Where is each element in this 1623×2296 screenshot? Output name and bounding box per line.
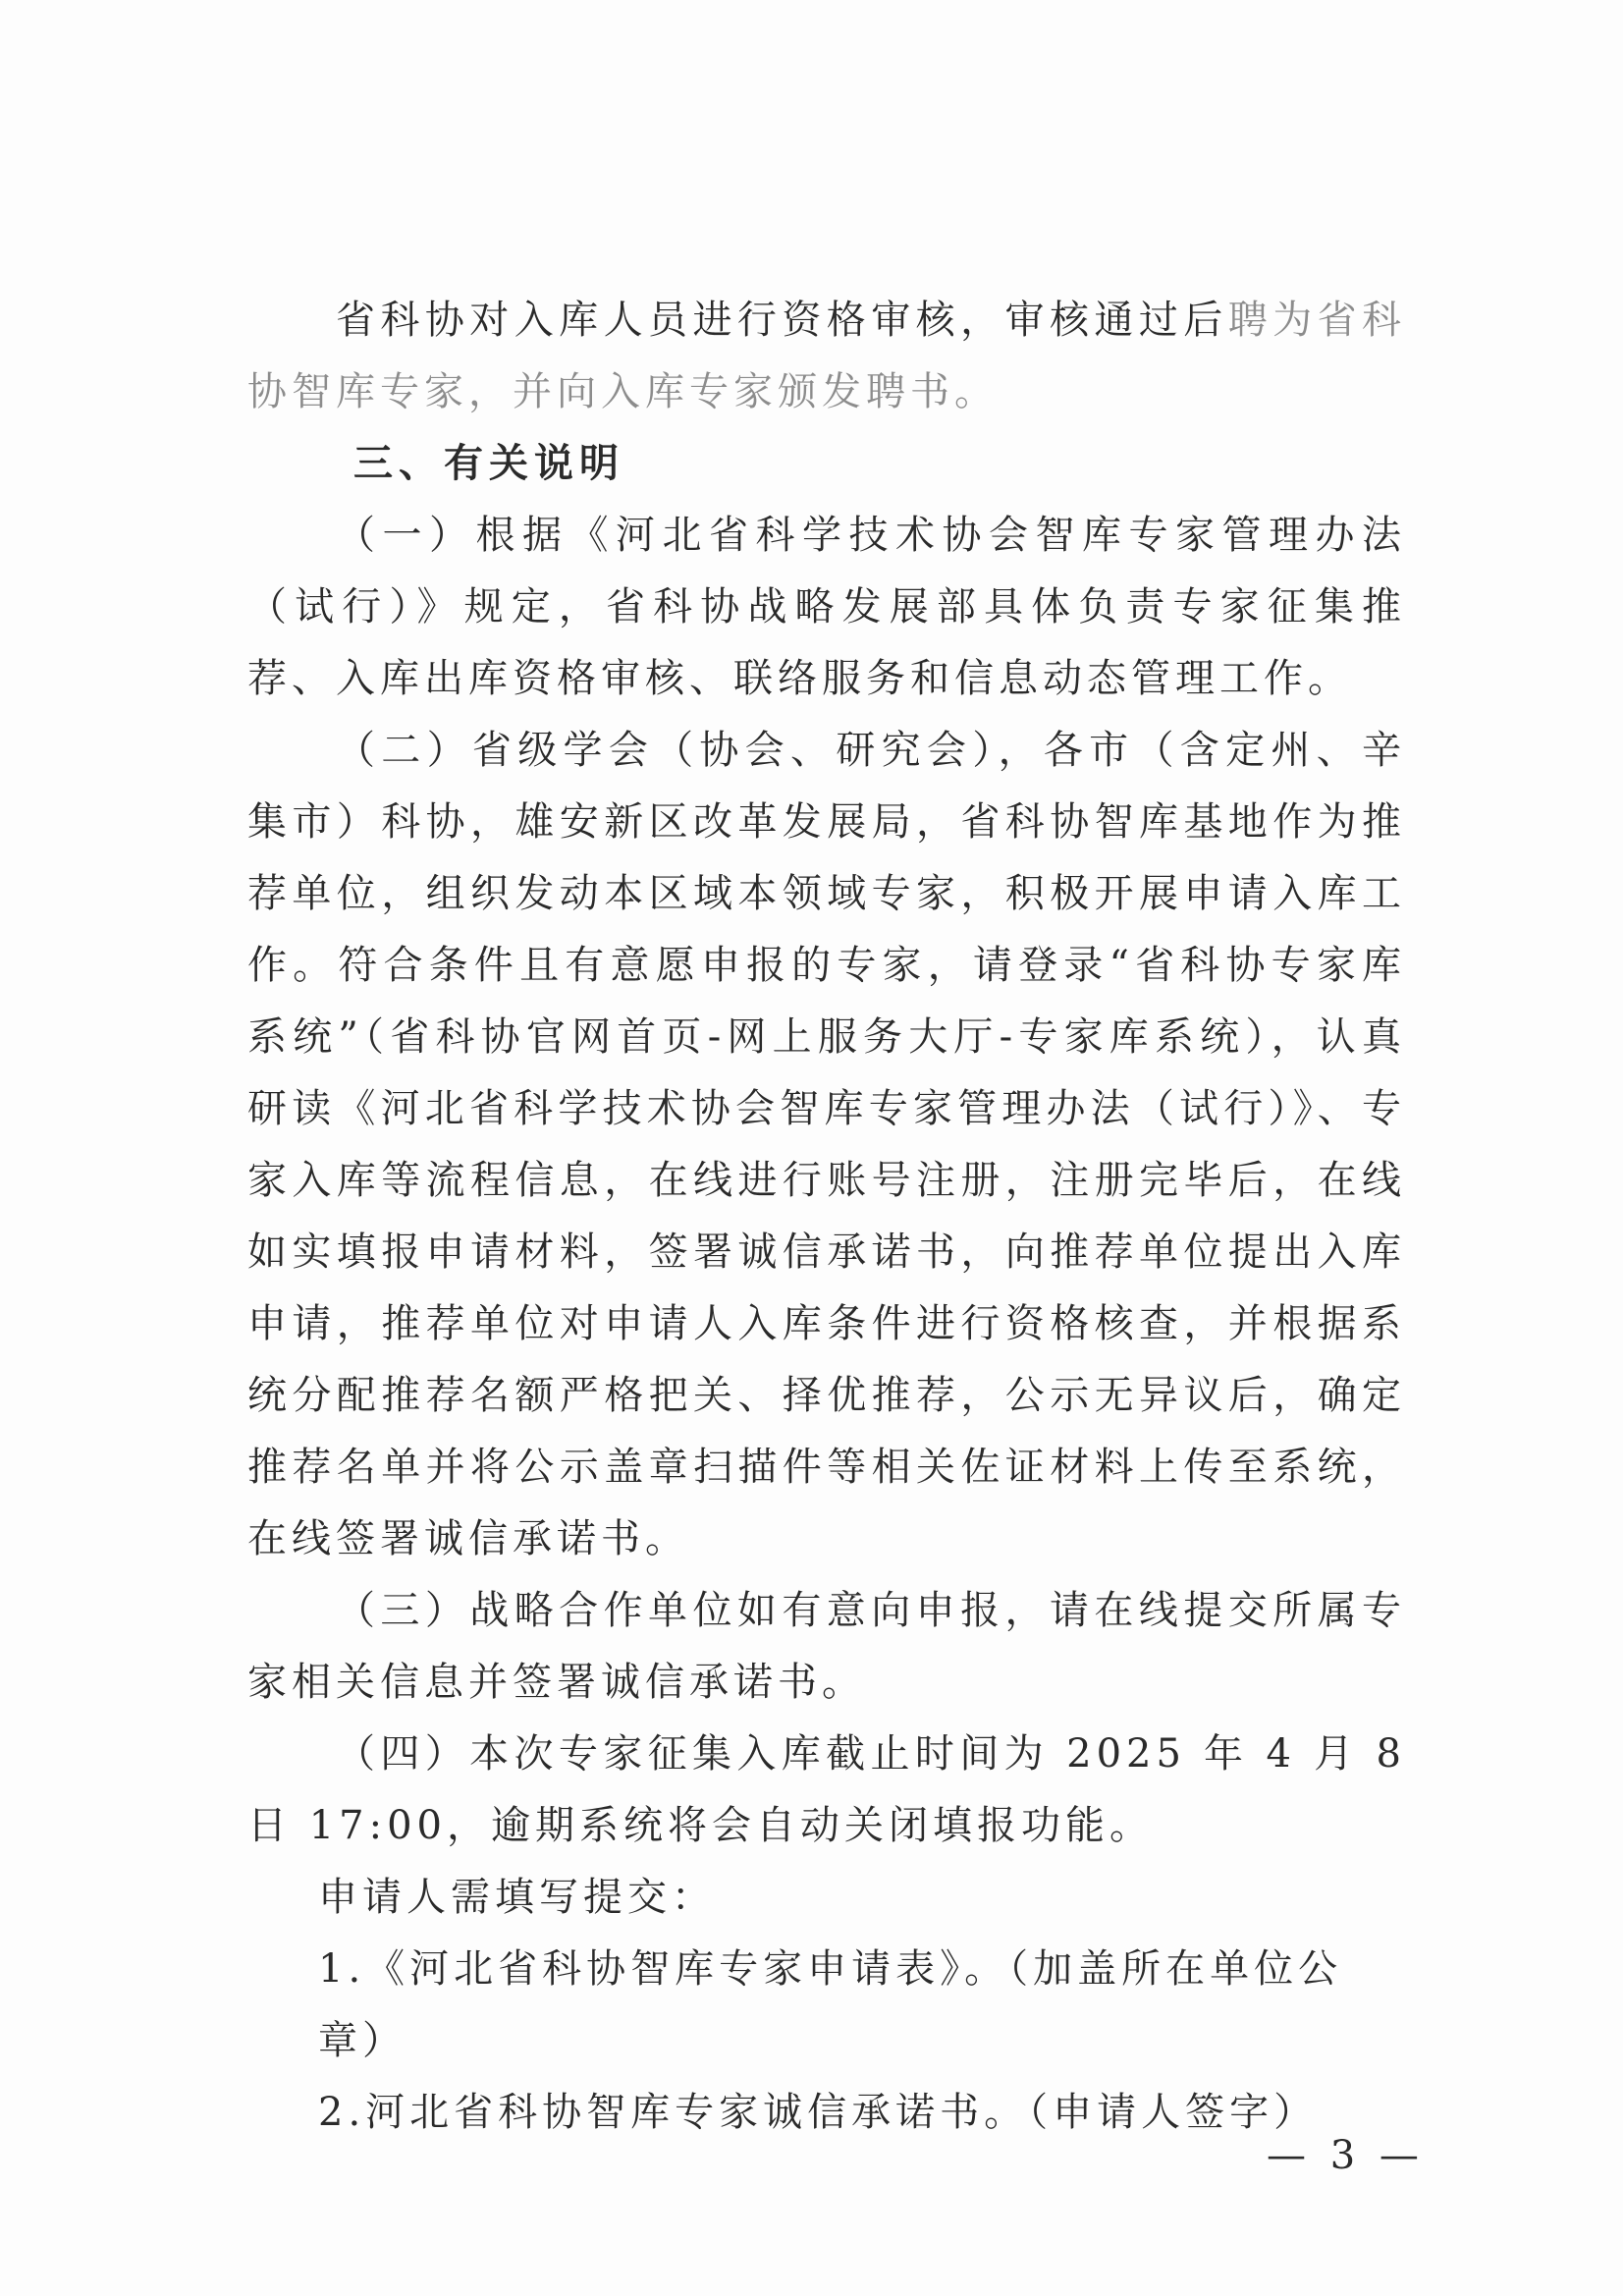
paragraph-three: （三）战略合作单位如有意向申报，请在线提交所属专家相关信息并签署诚信承诺书。 <box>247 1588 1406 1705</box>
document-body <box>247 285 1406 2149</box>
paragraph-qualification-review <box>247 285 1406 428</box>
list-item-1: 1.《河北省科协智库专家申请表》。（加盖所在单位公章） <box>318 1946 1343 2063</box>
paragraph-text: 省科协对入库人员进行资格审核，审核通过后 <box>336 298 1228 343</box>
section-heading-3: 三、有关说明 <box>353 441 624 486</box>
paragraph-four: （四）本次专家征集入库截止时间为 2025 年 4 月 8 日 17:00，逾期系统将会自动关闭填报功能。 <box>247 1731 1406 1848</box>
paragraph-text-faded: 聘为省科协智库专家，并向入库专家颁发聘书。 <box>247 298 1407 414</box>
page-number: — 3 — <box>1267 2133 1425 2178</box>
paragraph-one: （一）根据《河北省科学技术协会智库专家管理办法（试行）》规定，省科协战略发展部具体负责专家征集推荐、入库出库资格审核、联络服务和信息动态管理工作。 <box>247 513 1406 701</box>
list-item-2: 2.河北省科协智库专家诚信承诺书。（申请人签字） <box>318 2090 1319 2135</box>
paragraph-two: （二）省级学会（协会、研究会），各市（含定州、辛集市）科协，雄安新区改革发展局，省科协智库基地作为推荐单位，组织发动本区域本领域专家，积极开展申请入库工作。符合条件且有意愿申报的专家，请登录“省科协专家库系统”（省科协官网首页-网上服务大厅-专家库系统），认真研读《河北省科学技术协会智库专家管理办法（试行）》、专家入库等流程信息，在线进行账号注册，注册完毕后，在线如实填报申请材料，签署诚信承诺书，向推荐单位提出入库申请，推荐单位对申请人入库条件进行资格核查，并根据系统分配推荐名额严格把关、择优推荐，公示无异议后，确定推荐名单并将公示盖章扫描件等相关佐证材料上传至系统，在线签署诚信承诺书。 <box>247 728 1406 1561</box>
applicant-intro: 申请人需填写提交： <box>318 1875 716 1920</box>
